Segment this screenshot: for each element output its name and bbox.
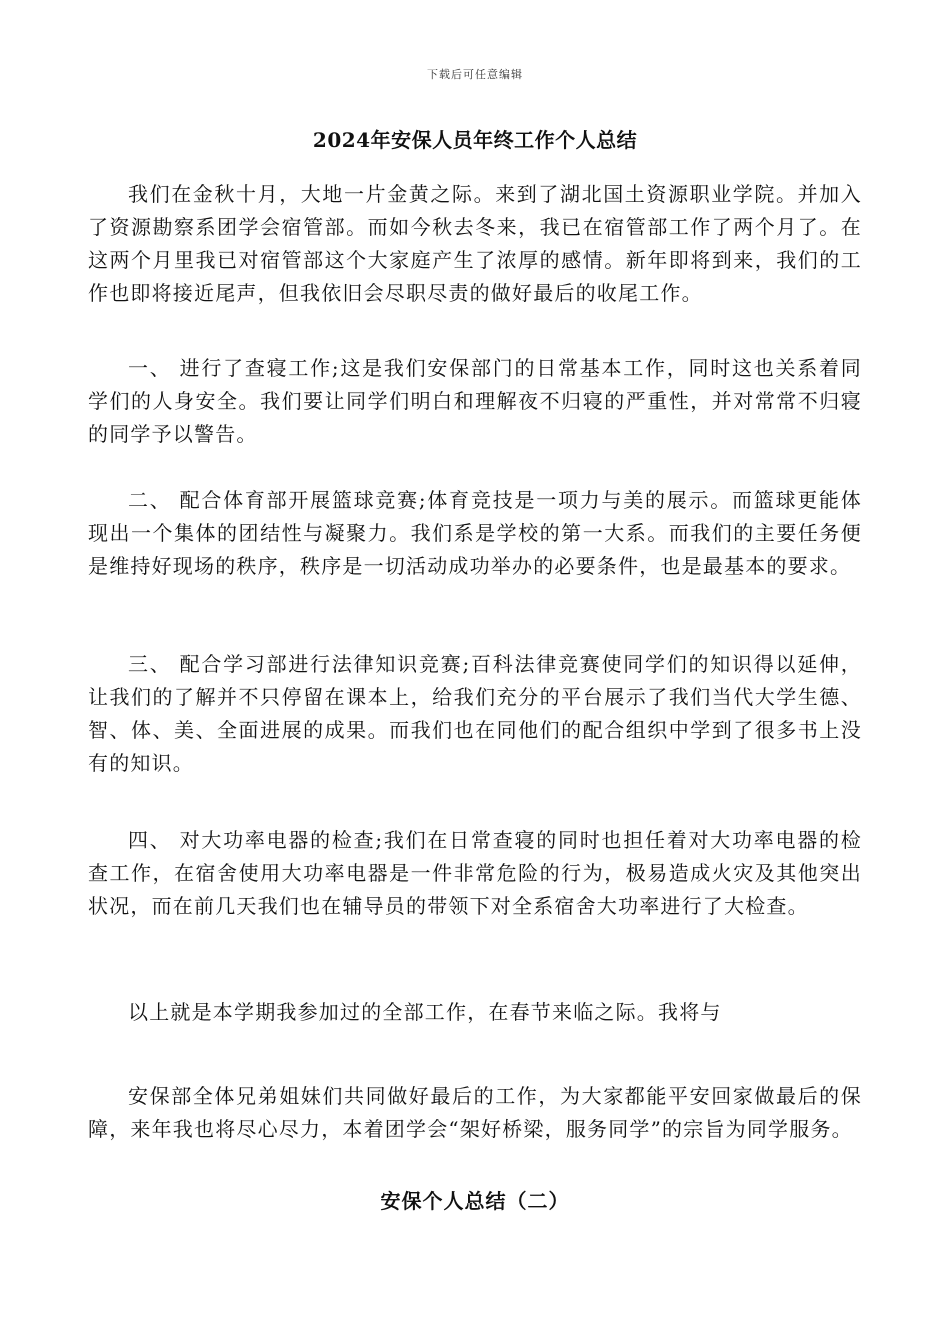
paragraph-item-3: [88, 648, 862, 780]
section-title: 安保个人总结（二）: [380, 1189, 570, 1213]
paragraph-intro: [88, 178, 862, 310]
paragraph-closing: [88, 1080, 862, 1146]
paragraph-item-4: [88, 824, 862, 923]
document-title: 2024年安保人员年终工作个人总结: [312, 128, 638, 152]
paragraph-item-1: [88, 352, 862, 451]
paragraph-text: 三、 配合学习部进行法律知识竞赛;百科法律竞赛使同学们的知识得以延伸，让我们的了解并不只停留在课本上，给我们充分的平台展示了我们当代大学生德、智、体、美、全面进展的成果。而我们也在同他们的配合组织中学到了很多书上没有的知识。: [88, 652, 862, 775]
paragraph-summary: [88, 996, 862, 1029]
paragraph-text: 安保部全体兄弟姐妹们共同做好最后的工作，为大家都能平安回家做最后的保障，来年我也将尽心尽力，本着团学会“架好桥梁，服务同学”的宗旨为同学服务。: [88, 1084, 862, 1141]
header-note: 下载后可任意编辑: [427, 68, 523, 81]
paragraph-text: 我们在金秋十月，大地一片金黄之际。来到了湖北国土资源职业学院。并加入了资源勘察系团学会宿管部。而如今秋去冬来，我已在宿管部工作了两个月了。在这两个月里我已对宿管部这个大家庭产生了浓厚的感情。新年即将到来，我们的工作也即将接近尾声，但我依旧会尽职尽责的做好最后的收尾工作。: [88, 182, 862, 305]
paragraph-text: 二、 配合体育部开展篮球竞赛;体育竞技是一项力与美的展示。而篮球更能体现出一个集体的团结性与凝聚力。我们系是学校的第一大系。而我们的主要任务便是维持好现场的秩序，秩序是一切活动成功举办的必要条件，也是最基本的要求。: [88, 488, 862, 578]
paragraph-item-2: [88, 484, 862, 583]
paragraph-text: 以上就是本学期我参加过的全部工作，在春节来临之际。我将与: [128, 1000, 722, 1024]
paragraph-text: 一、 进行了查寝工作;这是我们安保部门的日常基本工作，同时这也关系着同学们的人身安全。我们要让同学们明白和理解夜不归寝的严重性，并对常常不归寝的同学予以警告。: [88, 356, 862, 446]
paragraph-text: 四、 对大功率电器的检查;我们在日常查寝的同时也担任着对大功率电器的检查工作，在宿舍使用大功率电器是一件非常危险的行为，极易造成火灾及其他突出状况，而在前几天我们也在辅导员的带领下对全系宿舍大功率进行了大检查。: [88, 828, 862, 918]
